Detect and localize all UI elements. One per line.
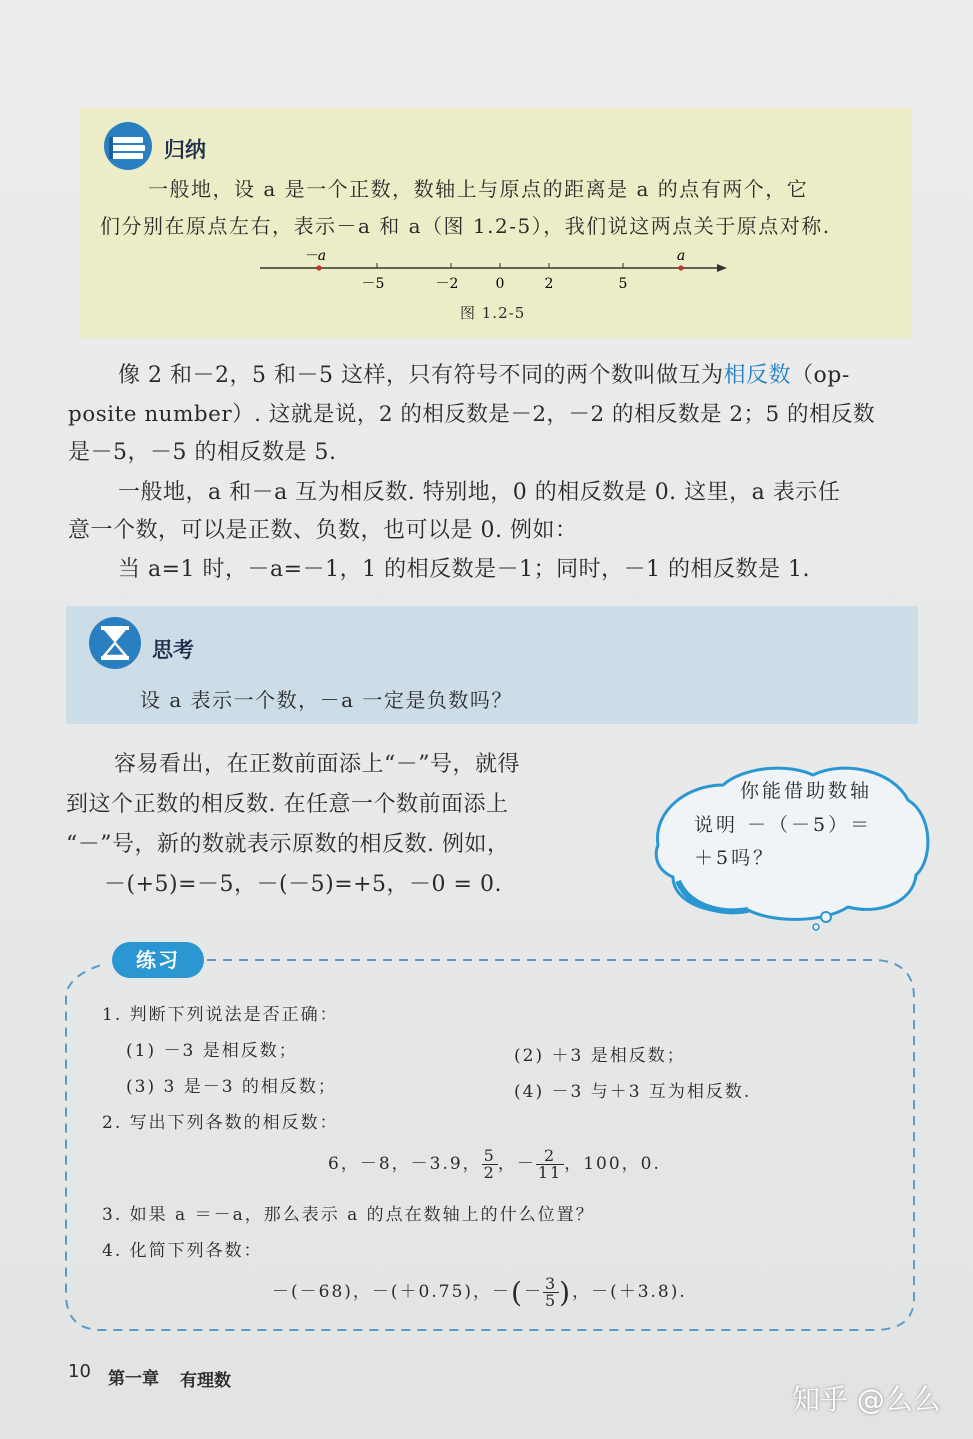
number-line-figure [255,248,735,298]
induction-line-1: 一般地，设 a 是一个正数，数轴上与原点的距离是 a 的点有两个，它 [148,177,809,201]
number-list-text: ，－ [497,1154,536,1174]
exercise-q3: 3. 如果 a ＝－a，那么表示 a 的点在数轴上的什么位置？ [102,1205,595,1225]
think-title: 思考 [152,638,194,662]
exercise-q2: 2. 写出下列各数的相反数： [102,1113,339,1133]
fraction [482,1148,498,1181]
denominator: 2 [483,1163,496,1182]
think-question: 设 a 表示一个数，－a 一定是负数吗？ [140,688,513,712]
bubble-line-2: 说明 －（－5）＝ [694,814,873,836]
figure-caption: 图 1.2-5 [460,304,526,322]
tick-label: －5 [361,276,385,292]
paragraph-1-line-3: 是－5，－5 的相反数是 5. [68,440,337,465]
paragraph-4-example: －(+5)=－5，－(－5)=+5，－0 = 0. [104,872,502,897]
point-label: －a [303,248,327,264]
exercise-q1-item-2: (2) ＋3 是相反数； [514,1046,686,1066]
page-number: 10 [68,1361,91,1382]
tick-label: 5 [618,276,628,292]
exercise-q4: 4. 化简下列各数： [102,1241,263,1261]
exercise-q4-expressions: －(－68)，－(＋0.75)，－(－ $\frac{3}{5}$ )，－(＋3.8). [272,1274,687,1310]
exercise-q2-numbers [328,1148,661,1181]
number-list-text: 6，－8，－3.9， [328,1154,482,1174]
paragraph-1-text: （op- [790,363,850,388]
hourglass-icon [88,616,142,670]
exercise-tag: 练习 [112,942,204,978]
expression-text: －(－68)，－(＋0.75)，－ [272,1282,512,1302]
numerator: 5 [483,1146,496,1165]
exercise-q1: 1. 判断下列说法是否正确： [102,1005,339,1025]
induction-title: 归纳 [164,138,206,162]
fraction [536,1148,564,1181]
bubble-line-3: ＋5吗？ [694,847,776,869]
paragraph-4-line-2: 到这个正数的相反数. 在任意一个数前面添上 [66,792,509,817]
exercise-q1-item-4: (4) －3 与＋3 互为相反数. [514,1082,752,1102]
paragraph-3: 当 a=1 时，－a=－1，1 的相反数是－1；同时，－1 的相反数是 1. [118,557,811,582]
paragraph-1-line-1 [118,358,850,389]
watermark: 知乎 @么么 [792,1383,941,1416]
exercise-q1-item-3: (3) 3 是－3 的相反数； [126,1077,337,1097]
key-term: 相反数 [723,363,791,388]
paragraph-4-line-3: “－”号，新的数就表示原数的相反数. 例如， [66,832,510,857]
number-line-arrow [717,264,727,272]
paragraph-2-line-2: 意一个数，可以是正数、负数，也可以是 0. 例如： [68,518,578,543]
tick-label: －2 [435,276,459,292]
bubble-line-1: 你能借助数轴 [740,780,873,802]
numerator: 3 [544,1274,558,1293]
left-paren: ( [511,1276,524,1309]
chapter-title: 有理数 [180,1371,231,1391]
denominator: 11 [537,1163,563,1182]
tick-label: 2 [544,276,554,292]
paragraph-1-line-2: posite number）. 这就是说，2 的相反数是－2，－2 的相反数是 2；5 的相反数 [68,402,876,427]
right-paren: ) [559,1276,573,1309]
paragraph-4-line-1: 容易看出，在正数前面添上“－”号，就得 [114,752,520,777]
numerator: 2 [536,1148,564,1165]
expression-text: ，－(＋3.8). [572,1282,687,1302]
paragraph-1-text: 像 2 和－2，5 和－5 这样，只有符号不同的两个数叫做互为 [118,363,724,388]
induction-line-2: 们分别在原点左右，表示－a 和 a（图 1.2-5），我们说这两点关于原点对称. [100,214,831,238]
fraction [543,1276,559,1309]
point-a [678,265,683,270]
chapter-label: 第一章 [108,1369,159,1389]
point-neg-a [316,265,321,270]
point-label: a [676,248,686,264]
number-list-text: ，100，0. [564,1154,661,1174]
book-stack-icon [100,122,156,170]
exercise-q1-item-1: (1) －3 是相反数； [126,1041,298,1061]
tick-label: 0 [495,276,505,292]
paragraph-2-line-1: 一般地，a 和－a 互为相反数. 特别地，0 的相反数是 0. 这里，a 表示任 [118,480,841,505]
denominator: 5 [544,1291,558,1310]
